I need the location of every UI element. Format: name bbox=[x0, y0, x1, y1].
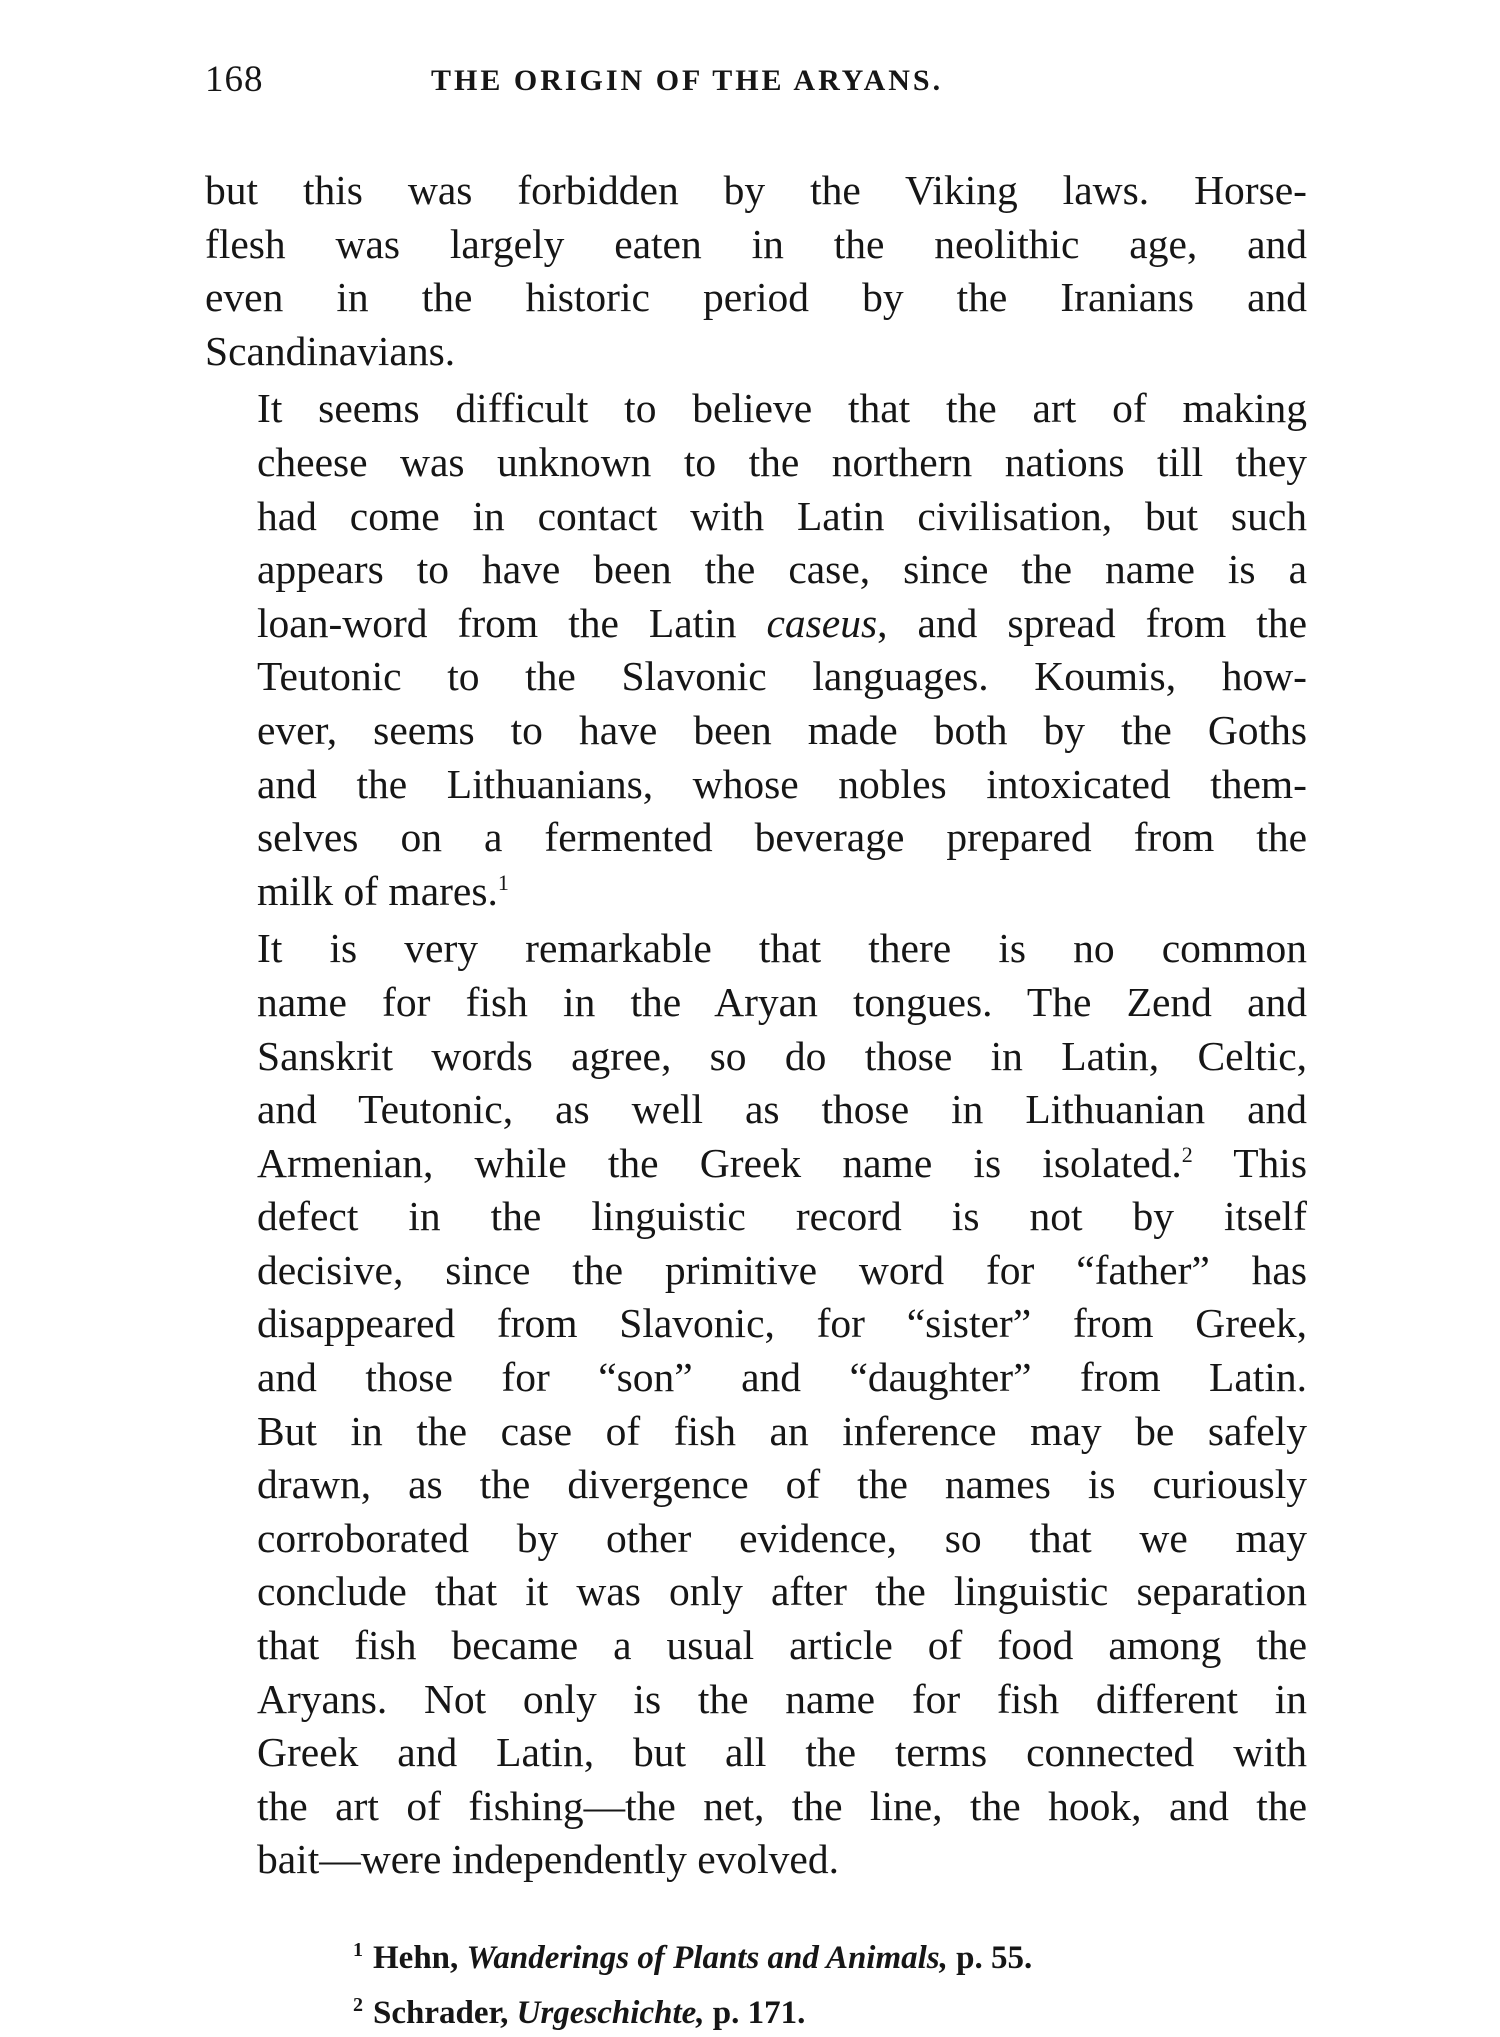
text-line: appears to have been the case, since the name is a bbox=[257, 546, 1307, 593]
footnote-author: Hehn, bbox=[373, 1940, 459, 1976]
paragraph-3 bbox=[205, 922, 1307, 1887]
text-line: flesh was largely eaten in the neolithic age, and bbox=[205, 220, 1307, 267]
text-line: and Teutonic, as well as those in Lithuanian and bbox=[257, 1086, 1307, 1133]
text-segment: Armenian, while the Greek name is isolated. bbox=[257, 1139, 1182, 1186]
footnote-page: p. 171. bbox=[712, 1995, 806, 2031]
text-line: and the Lithuanians, whose nobles intoxicated them- bbox=[257, 760, 1307, 807]
text-line: had come in contact with Latin civilisation, but such bbox=[257, 492, 1307, 539]
text-line: cheese was unknown to the northern nations till they bbox=[257, 438, 1307, 485]
text-line: Aryans. Not only is the name for fish different in bbox=[257, 1675, 1307, 1722]
footnote-title: Urgeschichte, bbox=[516, 1995, 705, 2031]
footnote-ref-2[interactable]: 2 bbox=[1181, 1141, 1193, 1167]
text-line: drawn, as the divergence of the names is curiously bbox=[257, 1461, 1307, 1508]
footnote-title: Wanderings of Plants and Animals, bbox=[466, 1940, 948, 1976]
page-header bbox=[205, 58, 1307, 114]
footnote-page: p. 55. bbox=[956, 1940, 1033, 1976]
footnotes bbox=[205, 1927, 1307, 2037]
footnote-2 bbox=[353, 1982, 1307, 2037]
footnote-1 bbox=[353, 1927, 1307, 1982]
text-line: Greek and Latin, but all the terms connected with bbox=[257, 1729, 1307, 1776]
paragraph-2 bbox=[205, 382, 1307, 918]
text-segment: This bbox=[1192, 1139, 1307, 1186]
text-segment: , and spread from the bbox=[877, 599, 1307, 646]
text-line: disappeared from Slavonic, for “sister” from Greek, bbox=[257, 1300, 1307, 1347]
text-line: even in the historic period by the Iranians and bbox=[205, 274, 1307, 321]
text-segment: loan-word from the Latin bbox=[257, 599, 737, 646]
text-line: But in the case of fish an inference may be safely bbox=[257, 1407, 1307, 1454]
text-line: decisive, since the primitive word for “father” has bbox=[257, 1246, 1307, 1293]
paragraph-1 bbox=[205, 164, 1307, 378]
text-line: It is very remarkable that there is no common bbox=[257, 925, 1307, 972]
text-line: Scandinavians. bbox=[205, 327, 456, 374]
text-line: corroborated by other evidence, so that we may bbox=[257, 1514, 1307, 1561]
text-line: Teutonic to the Slavonic languages. Koumis, how- bbox=[257, 653, 1307, 700]
text-line: defect in the linguistic record is not by itself bbox=[257, 1193, 1307, 1240]
text-line-composite bbox=[205, 865, 1307, 919]
text-line: and those for “son” and “daughter” from Latin. bbox=[257, 1354, 1307, 1401]
text-line: conclude that it was only after the linguistic separation bbox=[257, 1568, 1307, 1615]
running-title: THE ORIGIN OF THE ARYANS. bbox=[431, 64, 944, 97]
text-line: but this was forbidden by the Viking laws. Horse- bbox=[205, 167, 1307, 213]
footnote-marker: 2 bbox=[353, 1994, 363, 2016]
footnote-ref-1[interactable]: 1 bbox=[497, 869, 509, 895]
text-line: that fish became a usual article of food among the bbox=[257, 1622, 1307, 1669]
footnote-author: Schrader, bbox=[373, 1995, 509, 2031]
text-line-composite bbox=[205, 597, 1307, 651]
text-line-composite bbox=[205, 1137, 1307, 1191]
text-line: name for fish in the Aryan tongues. The Zend and bbox=[257, 978, 1307, 1025]
text-segment: milk of mares. bbox=[257, 867, 498, 914]
text-line: ever, seems to have been made both by the Goths bbox=[257, 706, 1307, 753]
text-line: the art of fishing—the net, the line, the hook, and the bbox=[257, 1782, 1307, 1829]
footnote-marker: 1 bbox=[353, 1939, 363, 1961]
italic-word-caseus: caseus bbox=[766, 599, 878, 646]
text-line: Sanskrit words agree, so do those in Latin, Celtic, bbox=[257, 1032, 1307, 1079]
page-number: 168 bbox=[205, 59, 264, 100]
text-line: selves on a fermented beverage prepared from the bbox=[257, 814, 1307, 861]
body-text bbox=[205, 164, 1307, 1887]
book-page bbox=[205, 58, 1307, 2037]
text-line: bait—were independently evolved. bbox=[257, 1836, 839, 1883]
text-line: It seems difficult to believe that the art of making bbox=[257, 385, 1307, 432]
